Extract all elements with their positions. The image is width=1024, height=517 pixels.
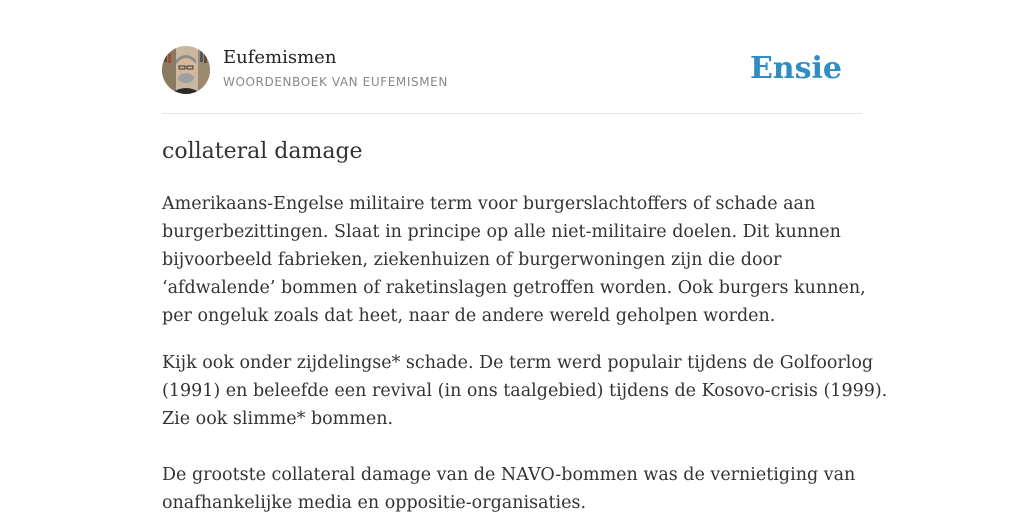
dictionary-subtitle[interactable]: WOORDENBOEK VAN EUFEMISMEN xyxy=(223,75,448,89)
paragraph-line: bijvoorbeeld fabrieken, ziekenhuizen of burgerwoningen zijn die door xyxy=(162,250,782,270)
definition-paragraph-3 xyxy=(162,461,862,517)
ensie-logo[interactable]: Ensie xyxy=(749,51,842,86)
paragraph-line: Kijk ook onder zijdelingse* schade. De term werd populair tijdens de Golfoorlog xyxy=(162,353,874,373)
paragraph-line: per ongeluk zoals dat heet, naar de andere wereld geholpen worden. xyxy=(162,306,776,326)
entry-title: collateral damage xyxy=(162,139,363,164)
header xyxy=(162,46,862,96)
paragraph-line: (1991) en beleefde een revival (in ons taalgebied) tijdens de Kosovo-crisis (1999). xyxy=(162,381,888,401)
author-name[interactable]: Eufemismen xyxy=(223,47,337,68)
paragraph-line: burgerbezittingen. Slaat in principe op alle niet-militaire doelen. Dit kunnen xyxy=(162,222,841,242)
paragraph-line: De grootste collateral damage van de NAVO-bommen was de vernietiging van xyxy=(162,465,856,485)
header-divider xyxy=(162,113,862,114)
avatar-image xyxy=(162,46,210,94)
definition-paragraph-2 xyxy=(162,349,888,433)
paragraph-line: ‘afdwalende’ bommen of raketinslagen getroffen worden. Ook burgers kunnen, xyxy=(162,278,866,298)
paragraph-line: onafhankelijke media en oppositie-organisaties. xyxy=(162,493,587,513)
paragraph-line: Amerikaans-Engelse militaire term voor burgerslachtoffers of schade aan xyxy=(162,194,816,214)
author-avatar[interactable] xyxy=(162,46,210,94)
paragraph-line: Zie ook slimme* bommen. xyxy=(162,409,394,429)
definition-paragraph-1 xyxy=(162,190,866,330)
